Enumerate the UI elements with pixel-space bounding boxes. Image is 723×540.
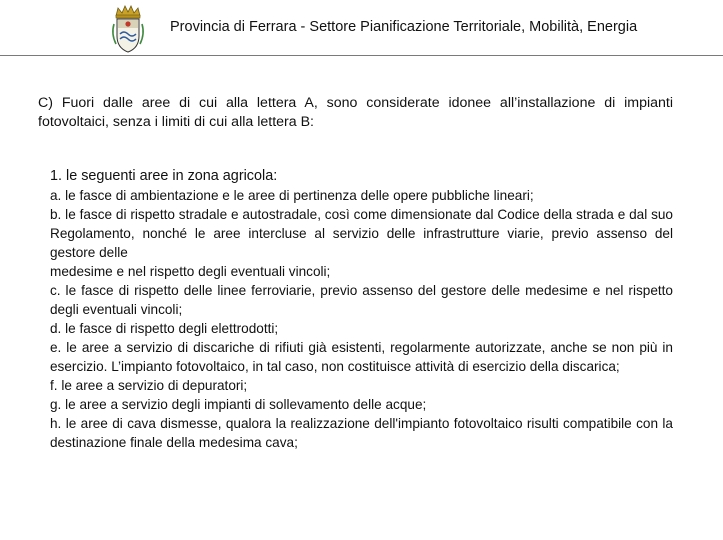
list-item: 1. le seguenti aree in zona agricola: xyxy=(50,168,278,184)
list-item: c. le fasce di rispetto delle linee ferroviarie, previo assenso del gestore delle medesime e nel rispetto degli eventuali vincoli; xyxy=(50,283,673,317)
list-item: b. le fasce di rispetto stradale e autostradale, così come dimensionate dal Codice della strada e dal suo Regolamento, nonché le aree intercluse al servizio delle infrastrutture viarie, previo assenso del gestore delle xyxy=(50,207,673,260)
page-header xyxy=(0,0,723,58)
list-item: g. le aree a servizio degli impianti di sollevamento delle acque; xyxy=(50,397,427,412)
header-title: Provincia di Ferrara - Settore Pianificazione Territoriale, Mobilità, Energia xyxy=(170,19,638,35)
intro-paragraph: C) Fuori dalle aree di cui alla lettera A, sono considerate idonee all’installazione di impianti fotovoltaici, senza i limiti di cui alla lettera B: xyxy=(38,95,673,130)
list-item: a. le fasce di ambientazione e le aree di pertinenza delle opere pubbliche lineari; xyxy=(50,188,534,203)
list-item: d. le fasce di rispetto degli elettrodotti; xyxy=(50,321,279,336)
criteria-list xyxy=(50,167,673,452)
header-divider xyxy=(0,55,723,56)
provincia-crest-icon xyxy=(108,4,148,54)
list-item: f. le aree a servizio di depuratori; xyxy=(50,378,248,393)
list-item: h. le aree di cava dismesse, qualora la realizzazione dell'impianto fotovoltaico risulti compatibile con la destinazione finale della medesima cava; xyxy=(50,416,673,450)
list-item: e. le aree a servizio di discariche di rifiuti già esistenti, regolarmente autorizzate, anche se non più in esercizio. L’impianto fotovoltaico, in tal caso, non costituisce attività di esercizio della discarica; xyxy=(50,340,673,374)
list-item: medesime e nel rispetto degli eventuali vincoli; xyxy=(50,264,331,279)
